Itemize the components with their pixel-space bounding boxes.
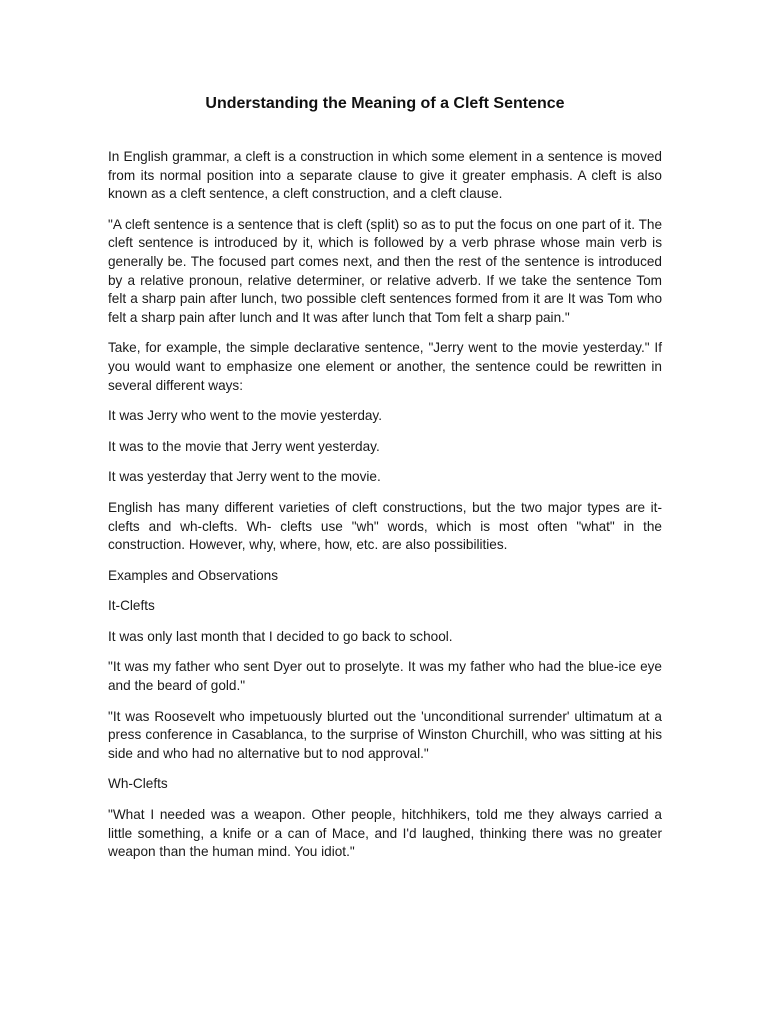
- document-title: Understanding the Meaning of a Cleft Sentence: [205, 95, 565, 112]
- section-heading-examples: Examples and Observations: [108, 567, 279, 583]
- paragraph-cleft-definition: In English grammar, a cleft is a construction in which some element in a sentence is moved from its normal position into a separate clause to give it greater emphasis. A cleft is also known as a cleft sentence, a cleft construction, and a cleft clause.: [108, 149, 662, 202]
- example-sentence-2: It was to the movie that Jerry went yesterday.: [108, 438, 380, 454]
- wh-cleft-example-1: "What I needed was a weapon. Other people, hitchhikers, told me they always carried a little something, a knife or a can of Mace, and I'd laughed, thinking there was no greater weapon than the human mind. You idiot.": [108, 807, 662, 860]
- example-sentence-1: It was Jerry who went to the movie yesterday.: [108, 408, 382, 424]
- paragraph-example-intro: Take, for example, the simple declarative sentence, "Jerry went to the movie yesterday." If you would want to emphasize one element or another, the sentence could be rewritten in several different ways:: [108, 340, 662, 393]
- example-sentence-3: It was yesterday that Jerry went to the movie.: [108, 469, 381, 485]
- paragraph-cleft-types: English has many different varieties of cleft constructions, but the two major types are it-clefts and wh-clefts. Wh- clefts use "wh" words, which is most often "what" in the construction. However, why, where, how, etc. are also possibilities.: [108, 499, 662, 553]
- it-cleft-example-1: It was only last month that I decided to go back to school.: [108, 628, 453, 644]
- paragraph-cleft-quote: "A cleft sentence is a sentence that is cleft (split) so as to put the focus on one part of it. The cleft sentence is introduced by it, which is followed by a verb phrase whose main verb is generally be. The focused part comes next, and then the rest of the sentence is introduced by a relative pronoun, relative determiner, or relative adverb. If we take the sentence Tom felt a sharp pain after lunch, two possible cleft sentences formed from it are It was Tom who felt a sharp pain after lunch and It was after lunch that Tom felt a sharp pain.": [108, 216, 662, 325]
- section-heading-wh-clefts: Wh-Clefts: [108, 776, 168, 792]
- it-cleft-example-3: "It was Roosevelt who impetuously blurted out the 'unconditional surrender' ultimatum at a press conference in Casablanca, to the surprise of Winston Churchill, who was sitting at his side and who had no alternative but to nod approval.": [108, 708, 662, 761]
- it-cleft-example-2: "It was my father who sent Dyer out to proselyte. It was my father who had the blue-ice eye and the beard of gold.": [108, 659, 662, 694]
- section-heading-it-clefts: It-Clefts: [108, 598, 155, 614]
